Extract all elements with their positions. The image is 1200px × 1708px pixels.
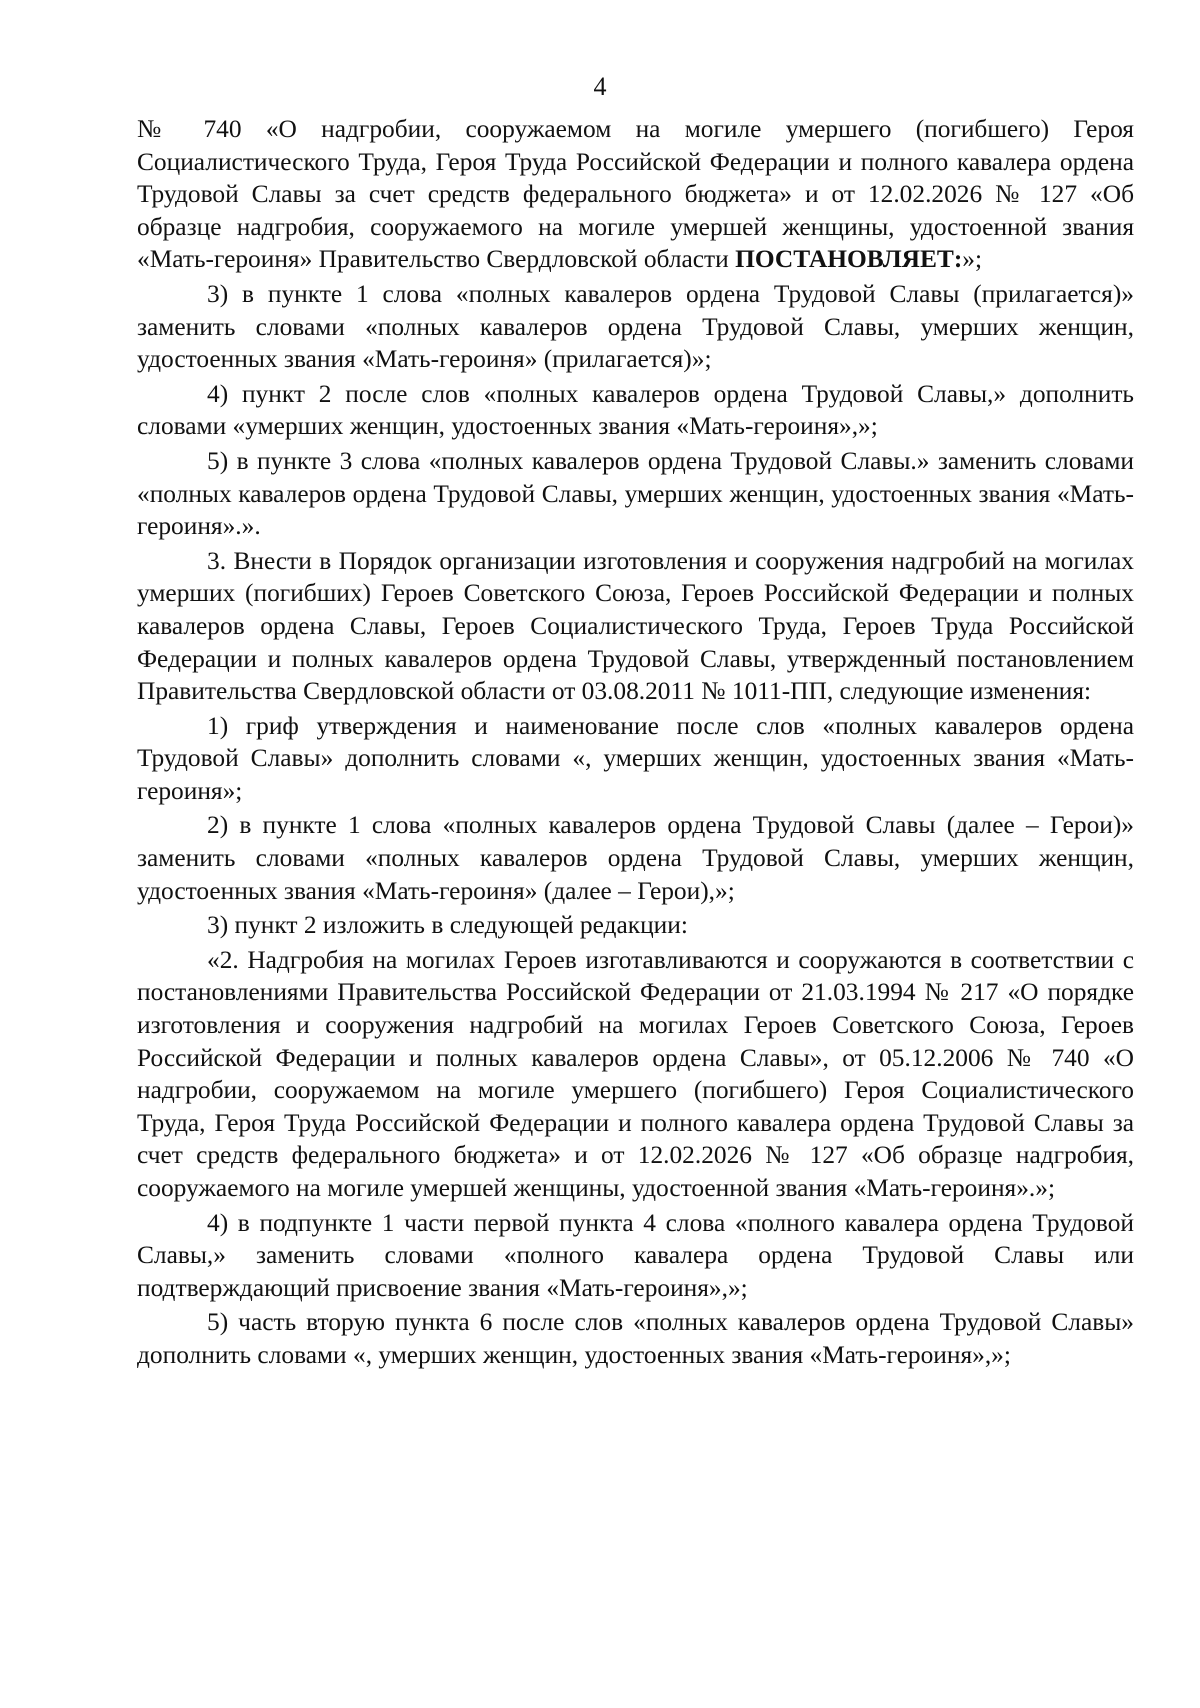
paragraph: 3) в пункте 1 слова «полных кавалеров ордена Трудовой Славы (прилагается)» заменить словами «полных кавалеров ордена Трудовой Славы, умерших женщин, удостоенных звания «Мать-героиня» (прилагается)»; [137,279,1134,374]
paragraph: 3. Внести в Порядок организации изготовления и сооружения надгробий на могилах умерших (погибших) Героев Советского Союза, Героев Российской Федерации и полных кавалеров ордена Славы, Героев Социалистического Труда, Героев Труда Российской Федерации и полных кавалеров ордена Трудовой Славы, утвержденный постановлением Правительства Свердловской области от 03.08.2011 № 1011-ПП, следующие изменения: [137,546,1134,706]
paragraph: 4) пункт 2 после слов «полных кавалеров ордена Трудовой Славы,» дополнить словами «умерших женщин, удостоенных звания «Мать-героиня»,»; [137,379,1134,441]
paragraph: «2. Надгробия на могилах Героев изготавливаются и сооружаются в соответствии с постановлениями Правительства Российской Федерации от 21.03.1994 № 217 «О порядке изготовления и сооружения надгробий на могилах Героев Советского Союза, Героев Российской Федерации и полных кавалеров ордена Славы», от 05.12.2006 № 740 «О надгробии, сооружаемом на могиле умершего (погибшего) Героя Социалистического Труда, Героя Труда Российской Федерации и полного кавалера ордена Трудовой Славы за счет средств федерального бюджета» и от 12.02.2026 № 127 «Об образце надгробия, сооружаемого на могиле умершей женщины, удостоенной звания «Мать-героиня».»; [137,945,1134,1202]
paragraph: 1) гриф утверждения и наименование после слов «полных кавалеров ордена Трудовой Славы» дополнить словами «, умерших женщин, удостоенных звания «Мать-героиня»; [137,711,1134,805]
paragraph: 5) часть вторую пункта 6 после слов «полных кавалеров ордена Трудовой Славы» дополнить словами «, умерших женщин, удостоенных звания «Мать-героиня»,»; [137,1308,1134,1369]
page-number: 4 [593,72,607,101]
paragraph: 5) в пункте 3 слова «полных кавалеров ордена Трудовой Славы.» заменить словами «полных кавалеров ордена Трудовой Славы, умерших женщин, удостоенных звания «Мать-героиня».». [137,446,1134,541]
paragraph: 4) в подпункте 1 части первой пункта 4 слова «полного кавалера ордена Трудовой Славы,» заменить словами «полного кавалера ордена Трудовой Славы или подтверждающий присвоение звания «Мать-героиня»,»; [137,1208,1134,1302]
paragraph: 3) пункт 2 изложить в следующей редакции: [207,911,688,940]
paragraph-text: № 740 «О надгробии, сооружаемом на могиле умершего (погибшего) Героя Социалистического Труда, Героя Труда Российской Федерации и полного кавалера ордена Трудовой Славы за счет средств федерального бюджета» и от 12.02.2026 № 127 «Об образце надгробия, сооружаемого на могиле умершей женщины, удостоенной звания «Мать-героиня» Правительство Свердловской области [137,115,1134,274]
paragraph: 2) в пункте 1 слова «полных кавалеров ордена Трудовой Славы (далее – Герои)» заменить словами «полных кавалеров ордена Трудовой Славы, умерших женщин, удостоенных звания «Мать-героиня» (далее – Герои),»; [137,811,1134,905]
paragraph-continuation [137,113,1134,276]
document-body [137,113,1134,1374]
paragraph-tail: »; [962,245,983,274]
decree-keyword: ПОСТАНОВЛЯЕТ: [735,245,963,274]
